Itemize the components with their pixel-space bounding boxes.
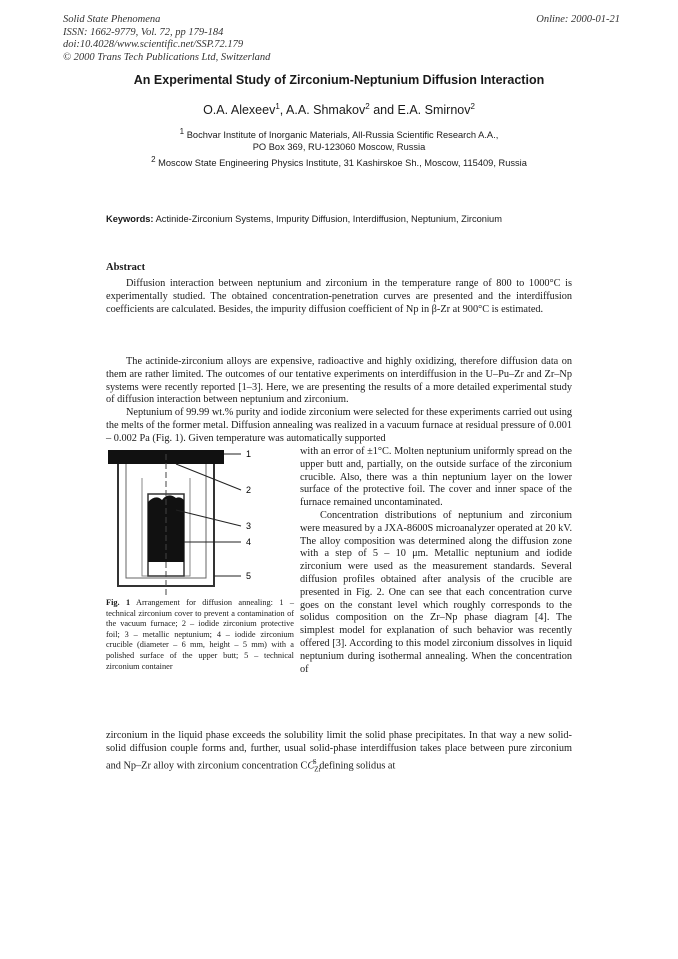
- author-conjunction: and: [373, 103, 395, 118]
- journal-name: Solid State Phenomena: [63, 14, 161, 25]
- figure-caption: [106, 598, 294, 672]
- paragraph: zirconium in the liquid phase exceeds the solubility limit the solid phase precipitates. In that way a new solid-solid diffusion couple forms and, further, usual solid-phase interdiffusion takes place between pure zirconium and Np–Zr alloy with zirconium concentration $CC_{Zr}^S$ defining solidus at: [106, 730, 572, 774]
- copyright-line: © 2000 Trans Tech Publications Ltd, Switzerland: [63, 51, 271, 63]
- body-intro: [106, 356, 572, 446]
- body-continuation: [106, 730, 572, 776]
- leader-line: [176, 464, 241, 490]
- paragraph: Neptunium of 99.99 wt.% purity and iodide zirconium were selected for these experiments carried out using the melts of the former metal. Diffusion annealing was realized in a vacuum furnace at residual pressure of 0.001 – 0.002 Pa (Fig. 1). Given temperature was automatically supported: [106, 407, 572, 444]
- issn-line: ISSN: 1662-9779, Vol. 72, pp 179-184: [63, 26, 224, 38]
- online-date: Online: 2000-01-21: [536, 14, 620, 25]
- paragraph: with an error of ±1°C. Molten neptunium uniformly spread on the upper butt and, partially, on the outside surface of the zirconium crucible. Also, there was a thin neptunium layer on the lower surface of the protective foil. The cover and inner space of the furnace remained uncontaminated.: [300, 446, 572, 509]
- abstract-heading: Abstract: [106, 262, 146, 273]
- figure-label-5: 5: [246, 571, 252, 581]
- furnace-diagram: [106, 446, 266, 596]
- affiliation-number: 2: [151, 155, 156, 164]
- author-name: O.A. Alexeev: [203, 103, 276, 118]
- abstract-text: Diffusion interaction between neptunium and zirconium in the temperature range of 800 to 1000°C is experimentally studied. The obtained concentration-penetration curves are presented and the interdiffusion coefficients are calculated. Besides, the impurity diffusion coefficient of Np in β-Zr at 900°C is estimated.: [106, 278, 572, 315]
- caption-label: Fig. 1: [106, 598, 131, 607]
- author-list: O.A. Alexeev$^1$, A.A. Shmakov$^2$ and E.A. Smirnov$^2$: [203, 102, 475, 118]
- affiliation-1: [0, 126, 678, 153]
- keywords: [106, 214, 502, 224]
- doi-line[interactable]: doi:10.4028/www.scientific.net/SSP.72.179: [63, 39, 244, 50]
- keywords-label: Keywords:: [106, 214, 154, 224]
- paragraph: The actinide-zirconium alloys are expensive, radioactive and highly oxidizing, therefore diffusion data on them are rather limited. The outcomes of our tentative experiments on interdiffusion in the U–Pu–Zr and Zr–Np systems were recently reported [1–3]. Here, we are presenting the results of a more detailed experimental study of diffusion interaction between neptunium and zirconium.: [106, 356, 572, 406]
- figure-1: [106, 446, 266, 601]
- paragraph: Concentration distributions of neptunium and zirconium were measured by a JXA-8600S microanalyzer operated at 20 kV. The alloy composition was determined along the diffusion zone with a step of 5 – 10 μm. Metallic neptunium and iodide zirconium were used as the measurement standards. Several diffusion profiles obtained after analysis of the crucible are presented in Fig. 2. One can see that each concentration curve goes on the constant level which roughly corresponds to the solidus composition on the Zr–Np phase diagram [4]. The simplest model for explanation of such behavior was recently offered [3]. According to this model zirconium dissolves in liquid neptunium during isothermal annealing. When the concentration of: [300, 509, 573, 675]
- journal-header: [63, 14, 270, 64]
- affiliation-number: 1: [179, 127, 185, 136]
- body-wrapped: [300, 446, 572, 676]
- affiliation-2: [0, 154, 678, 169]
- figure-label-3: 3: [246, 521, 252, 531]
- affiliation-text: Moscow State Engineering Physics Institute, 31 Kashirskoe Sh., Moscow, 115409, Russia: [158, 158, 527, 169]
- affiliation-text: Bochvar Institute of Inorganic Materials, All-Russia Scientific Research A.A.,: [186, 130, 499, 141]
- affiliation-text: PO Box 369, RU-123060 Moscow, Russia: [252, 142, 426, 153]
- leader-line: [176, 510, 241, 526]
- affiliation-mark: 1: [275, 102, 280, 111]
- caption-text: Arrangement for diffusion annealing: 1 – technical zirconium cover to prevent a contamination of the vacuum furnace; 2 – iodide zirconium protective foil; 3 – metallic neptunium; 4 – iodide zirconium crucible (diameter – 6 mm, height – 5 mm) with a polished surface of the upper butt; 5 – technical zirconium container: [106, 598, 294, 671]
- figure-label-1: 1: [246, 449, 252, 459]
- keywords-text: Actinide-Zirconium Systems, Impurity Diffusion, Interdiffusion, Neptunium, Zirconium: [155, 214, 502, 224]
- affiliation-mark: 2: [470, 102, 475, 111]
- figure-label-4: 4: [246, 537, 252, 547]
- figure-label-2: 2: [246, 485, 252, 495]
- author-name: E.A. Smirnov: [397, 103, 471, 118]
- author-name: A.A. Shmakov: [286, 103, 366, 118]
- affiliation-mark: 2: [365, 102, 370, 111]
- paper-title: An Experimental Study of Zirconium-Neptunium Diffusion Interaction: [133, 73, 545, 87]
